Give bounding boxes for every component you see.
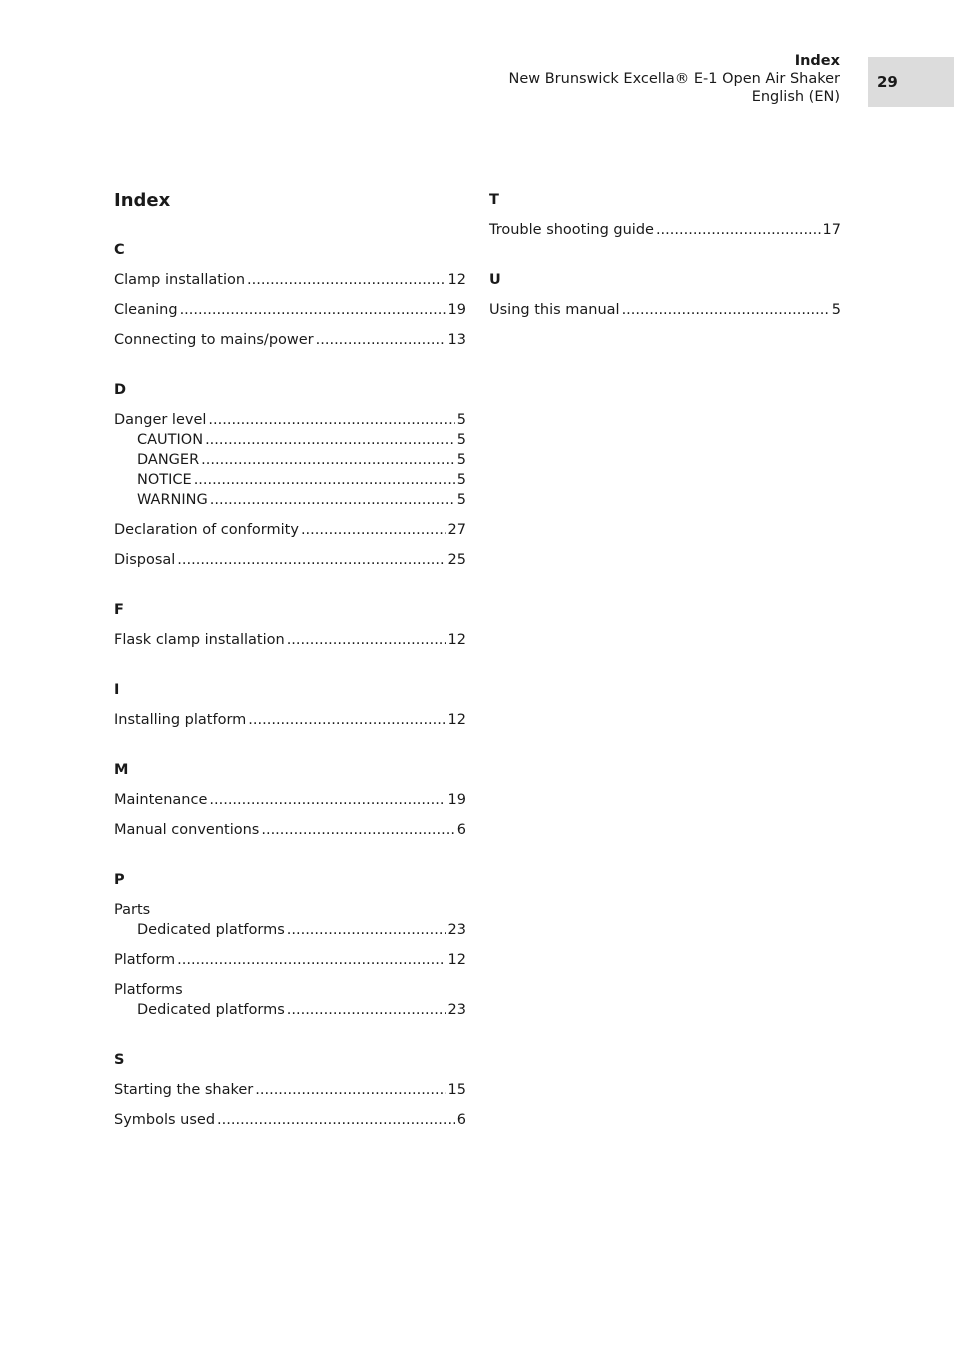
header-product: New Brunswick Excella® E-1 Open Air Shaker — [508, 71, 840, 87]
entry-label: Maintenance — [114, 792, 208, 808]
index-entry[interactable] — [114, 330, 466, 350]
index-letter-group — [114, 680, 466, 730]
dot-leader — [194, 470, 455, 490]
dot-leader — [287, 630, 446, 650]
entry-page-number: 5 — [456, 492, 466, 508]
header-section: Index — [794, 53, 840, 69]
index-entry[interactable] — [114, 790, 466, 810]
index-letter-group — [489, 190, 841, 240]
entry-page-number: 5 — [456, 432, 466, 448]
entry-label: Dedicated platforms — [137, 922, 285, 938]
entry-label: Connecting to mains/power — [114, 332, 314, 348]
index-entry-block — [489, 300, 841, 320]
entry-page-number: 5 — [831, 302, 841, 318]
index-entry-block — [114, 900, 466, 940]
entry-page-number: 13 — [447, 332, 466, 348]
index-subentry[interactable] — [114, 430, 466, 450]
entry-label: Trouble shooting guide — [489, 222, 654, 238]
entry-page-number: 17 — [822, 222, 841, 238]
entry-label: Clamp installation — [114, 272, 246, 288]
index-entry-block — [114, 1080, 466, 1100]
header-language: English (EN) — [751, 89, 840, 105]
entry-page-number: 27 — [447, 522, 466, 538]
index-entry[interactable] — [489, 220, 841, 240]
entry-page-number: 19 — [447, 792, 466, 808]
dot-leader — [622, 300, 830, 320]
index-column-left — [114, 240, 466, 1160]
entry-page-number: 12 — [447, 952, 466, 968]
index-subentry[interactable] — [114, 1000, 466, 1020]
index-entry[interactable] — [114, 820, 466, 840]
index-entry-block — [114, 330, 466, 350]
entry-label: Parts — [114, 902, 151, 918]
dot-leader — [210, 490, 455, 510]
dot-leader — [177, 950, 445, 970]
dot-leader — [209, 790, 445, 810]
entry-label: Manual conventions — [114, 822, 260, 838]
index-entry-block — [114, 950, 466, 970]
entry-page-number: 6 — [456, 822, 466, 838]
entry-page-number: 6 — [456, 1112, 466, 1128]
entry-page-number: 19 — [447, 302, 466, 318]
running-header — [508, 52, 840, 106]
entry-label: Starting the shaker — [114, 1082, 254, 1098]
index-entry[interactable] — [114, 900, 466, 920]
index-entry[interactable] — [114, 710, 466, 730]
index-subentry[interactable] — [114, 490, 466, 510]
index-entry[interactable] — [114, 270, 466, 290]
index-letter-heading: P — [114, 872, 125, 888]
entry-label: Installing platform — [114, 712, 247, 728]
index-entry-block — [114, 270, 466, 290]
index-letter-group — [114, 380, 466, 570]
index-entry[interactable] — [114, 980, 466, 1000]
index-entry-block — [114, 820, 466, 840]
dot-leader — [301, 520, 446, 540]
index-entry[interactable] — [114, 630, 466, 650]
index-letter-heading: T — [489, 192, 499, 208]
entry-page-number: 5 — [456, 452, 466, 468]
dot-leader — [217, 1110, 455, 1130]
entry-label: Declaration of conformity — [114, 522, 299, 538]
entry-page-number: 12 — [447, 712, 466, 728]
index-entry-block — [114, 410, 466, 510]
index-letter-heading: U — [489, 272, 501, 288]
entry-label: Using this manual — [489, 302, 620, 318]
dot-leader — [205, 430, 455, 450]
index-entry[interactable] — [114, 300, 466, 320]
entry-label: Platforms — [114, 982, 183, 998]
index-entry[interactable] — [114, 520, 466, 540]
index-entry-block — [114, 980, 466, 1020]
index-letter-heading: D — [114, 382, 127, 398]
index-entry[interactable] — [114, 1110, 466, 1130]
dot-leader — [177, 550, 445, 570]
entry-page-number: 5 — [456, 472, 466, 488]
index-entry-block — [114, 300, 466, 320]
dot-leader — [247, 270, 446, 290]
index-entry[interactable] — [489, 300, 841, 320]
index-letter-group — [114, 870, 466, 1020]
dot-leader — [656, 220, 821, 240]
entry-label: Flask clamp installation — [114, 632, 285, 648]
index-letter-group — [114, 600, 466, 650]
dot-leader — [287, 920, 446, 940]
entry-page-number: 23 — [447, 922, 466, 938]
index-entry-block — [114, 710, 466, 730]
entry-label: Danger level — [114, 412, 207, 428]
index-subentry[interactable] — [114, 470, 466, 490]
entry-page-number: 12 — [447, 632, 466, 648]
entry-label: Platform — [114, 952, 176, 968]
dot-leader — [180, 300, 446, 320]
entry-label: Disposal — [114, 552, 176, 568]
index-entry[interactable] — [114, 1080, 466, 1100]
index-entry-block — [114, 630, 466, 650]
index-subentry[interactable] — [114, 920, 466, 940]
page-number-tab — [868, 57, 954, 107]
dot-leader — [287, 1000, 446, 1020]
index-subentry[interactable] — [114, 450, 466, 470]
entry-label: CAUTION — [137, 432, 204, 448]
dot-leader — [261, 820, 454, 840]
index-letter-heading: S — [114, 1052, 125, 1068]
entry-page-number: 5 — [456, 412, 466, 428]
dot-leader — [208, 410, 454, 430]
index-entry-block — [114, 1110, 466, 1130]
index-entry-block — [114, 550, 466, 570]
entry-label: WARNING — [137, 492, 208, 508]
index-entry[interactable] — [114, 550, 466, 570]
index-entry-block — [489, 220, 841, 240]
entry-label: DANGER — [137, 452, 200, 468]
dot-leader — [316, 330, 446, 350]
index-letter-heading: C — [114, 242, 125, 258]
index-letter-group — [114, 1050, 466, 1130]
index-letter-group — [489, 270, 841, 320]
dot-leader — [255, 1080, 445, 1100]
entry-page-number: 25 — [447, 552, 466, 568]
index-entry[interactable] — [114, 950, 466, 970]
entry-page-number: 12 — [447, 272, 466, 288]
index-column-right — [489, 190, 841, 350]
index-heading: Index — [114, 190, 171, 211]
index-letter-heading: I — [114, 682, 120, 698]
entry-label: Dedicated platforms — [137, 1002, 285, 1018]
index-letter-heading: M — [114, 762, 129, 778]
entry-page-number: 23 — [447, 1002, 466, 1018]
index-letter-group — [114, 760, 466, 840]
dot-leader — [201, 450, 455, 470]
page-number: 29 — [877, 73, 898, 91]
entry-label: Cleaning — [114, 302, 178, 318]
dot-leader — [248, 710, 445, 730]
index-entry-block — [114, 790, 466, 810]
index-entry-block — [114, 520, 466, 540]
index-entry[interactable] — [114, 410, 466, 430]
index-letter-group — [114, 240, 466, 350]
index-letter-heading: F — [114, 602, 124, 618]
entry-label: Symbols used — [114, 1112, 216, 1128]
entry-page-number: 15 — [447, 1082, 466, 1098]
entry-label: NOTICE — [137, 472, 192, 488]
